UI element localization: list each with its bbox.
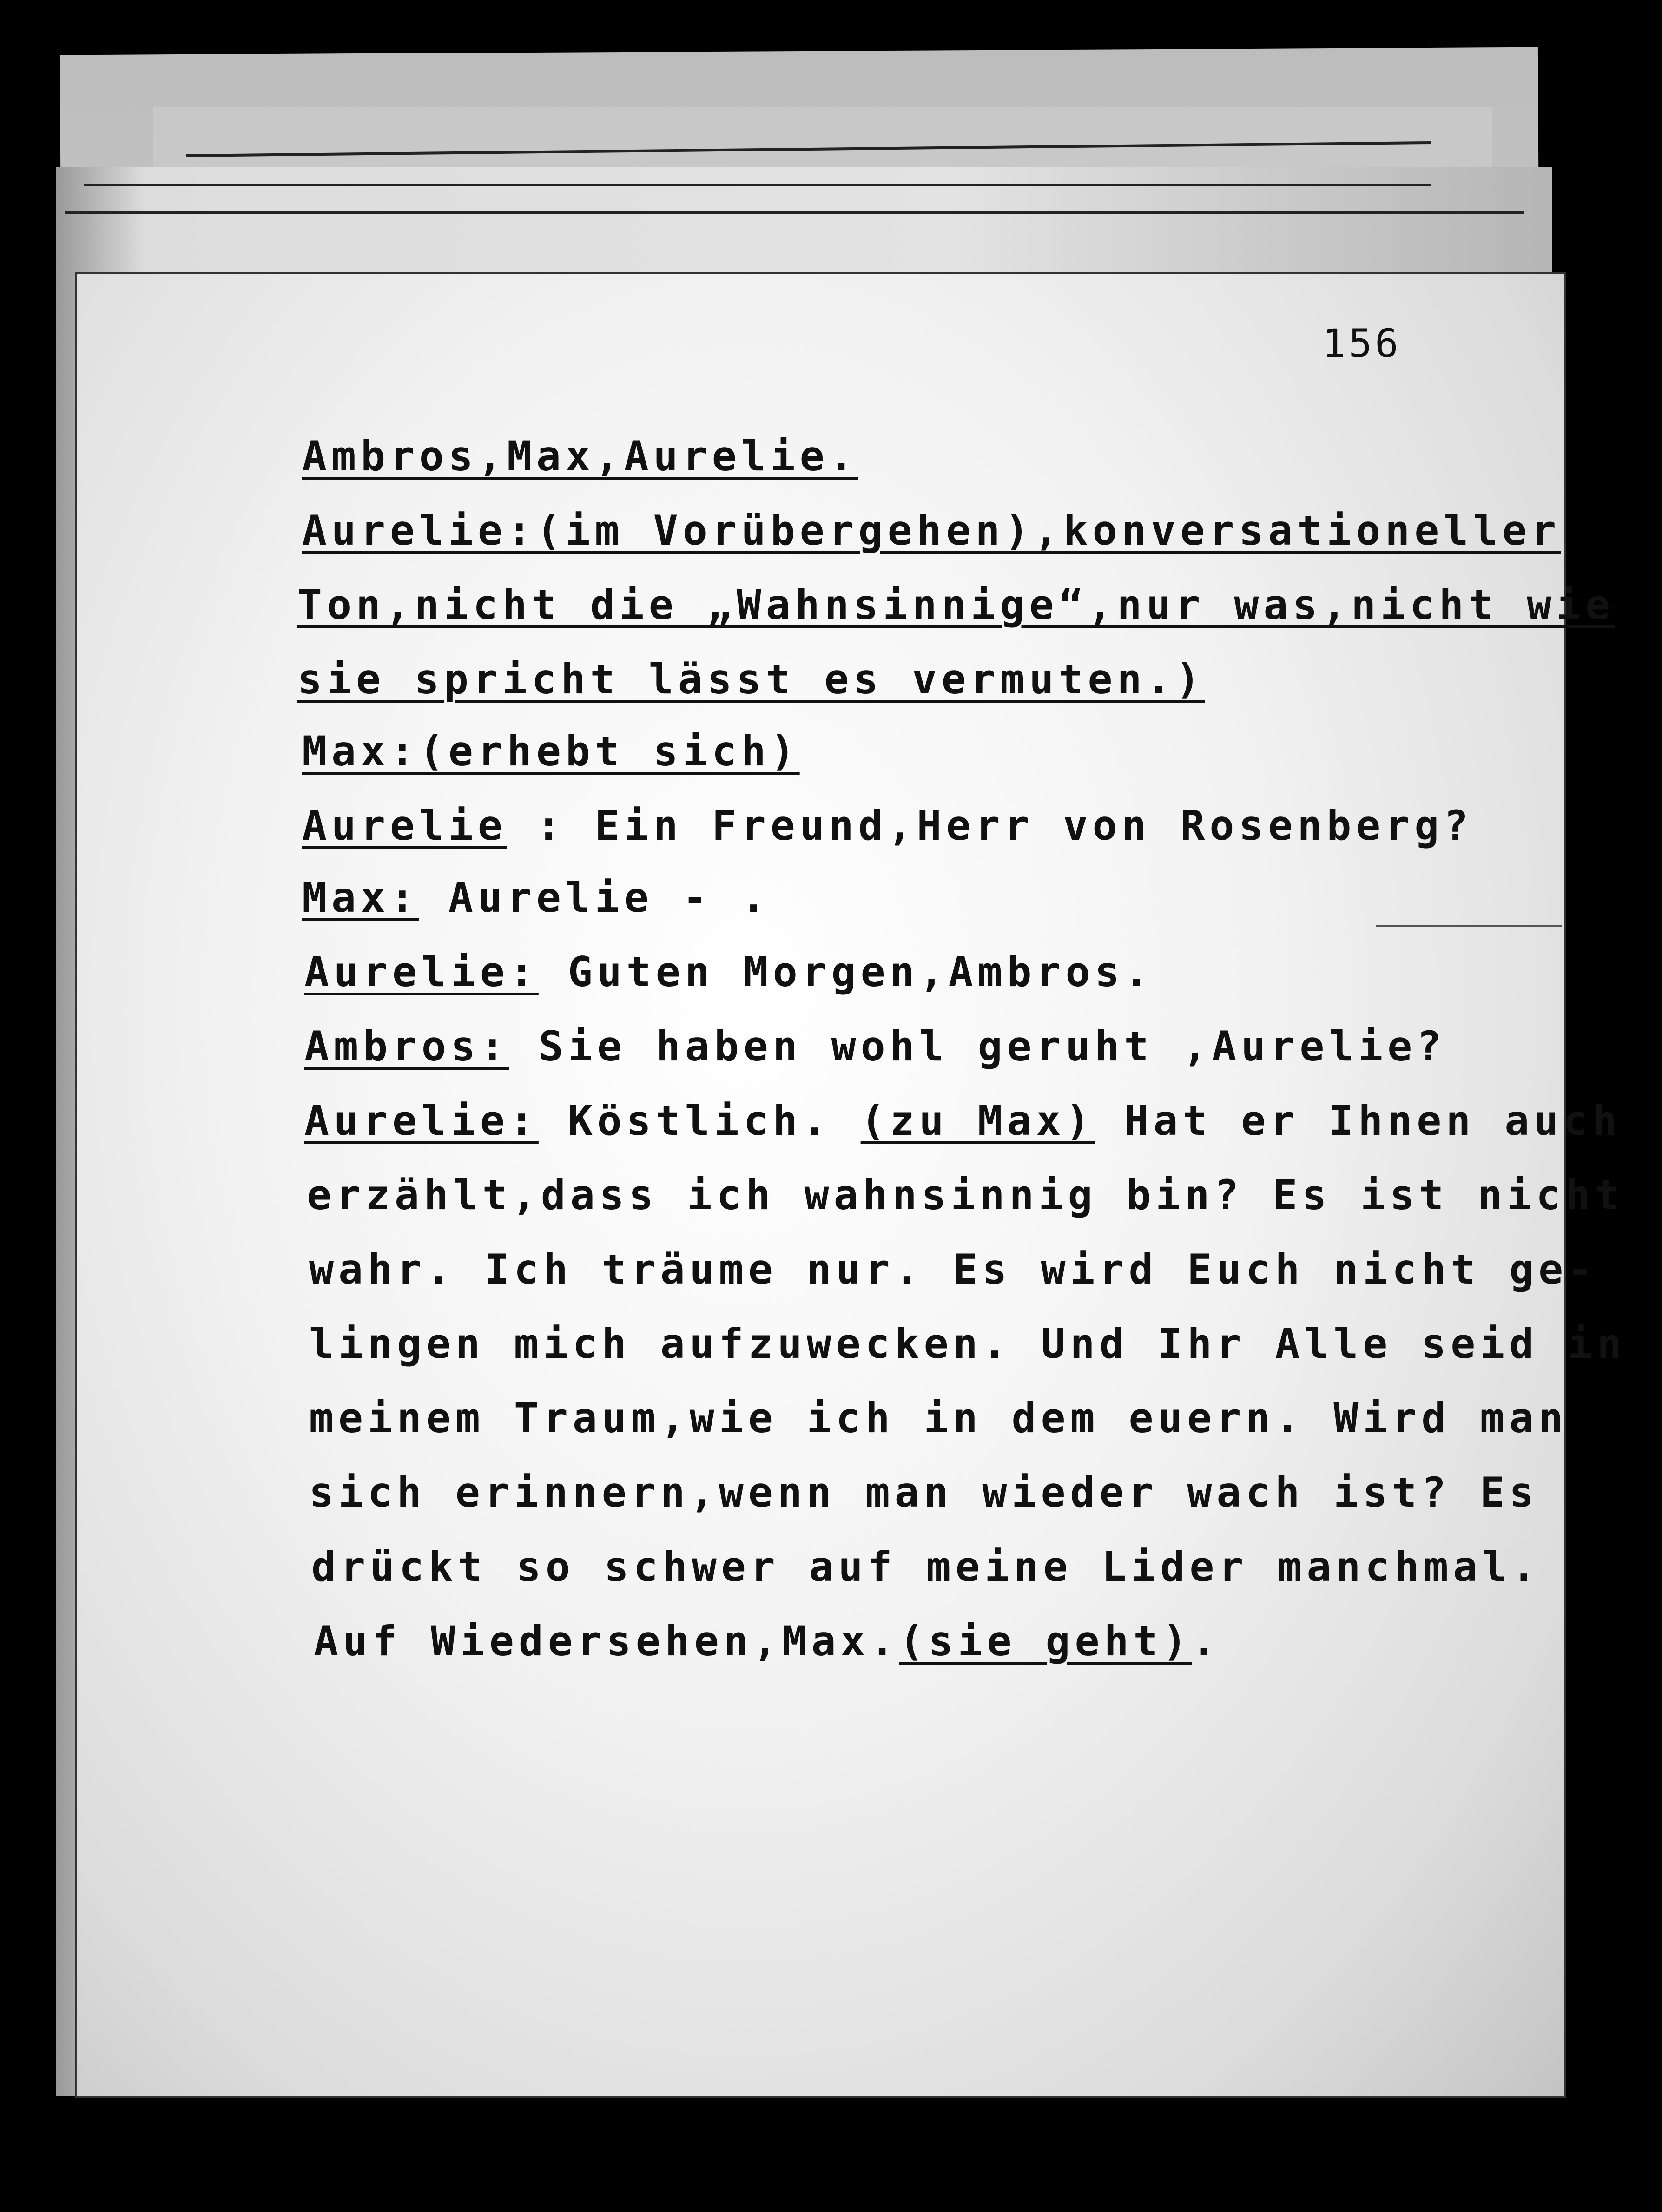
dialogue-line	[314, 1617, 1221, 1665]
underlined-text: Ton,nicht die „Wahnsinnige“,nur was,nicht wie	[297, 581, 1615, 629]
underlined-text: Aurelie:	[304, 1097, 539, 1145]
dialogue-line	[309, 1245, 1597, 1293]
dialogue-line	[302, 802, 1473, 849]
line-text: drückt so schwer auf meine Lider manchmal.	[311, 1543, 1541, 1591]
underlined-text: (sie geht)	[899, 1617, 1192, 1665]
dialogue-line	[304, 1097, 1622, 1145]
sheet-edge	[84, 184, 1431, 186]
underlined-text: Aurelie:	[302, 507, 536, 554]
underlined-text: Ambros,Max,Aurelie.	[302, 432, 858, 480]
page-number: 156	[1322, 321, 1401, 366]
line-text: Aurelie - .	[419, 874, 771, 922]
underlined-text: Max:	[302, 874, 419, 922]
dialogue-line	[307, 1171, 1624, 1219]
margin-rule	[1376, 925, 1562, 927]
line-text: Hat er Ihnen auch	[1095, 1097, 1622, 1145]
dialogue-line	[309, 1320, 1626, 1368]
line-text: erzählt,dass ich wahnsinnig bin? Es ist nicht	[307, 1171, 1624, 1219]
dialogue-line	[297, 655, 1205, 703]
line-text: wahr. Ich träume nur. Es wird Euch nicht ge-	[309, 1245, 1597, 1293]
underlined-text: (im Vorübergehen),konversationeller	[536, 507, 1561, 554]
underlined-text: (zu Max)	[860, 1097, 1095, 1145]
underlined-text: Max:	[302, 727, 419, 775]
line-text: meinem Traum,wie ich in dem euern. Wird man	[309, 1394, 1568, 1442]
underlined-text: Aurelie	[302, 802, 507, 849]
line-text: Guten Morgen,Ambros.	[538, 948, 1154, 996]
sheet-edge	[65, 211, 1524, 214]
dialogue-line	[304, 1022, 1446, 1070]
underlined-text: (erhebt sich)	[419, 727, 800, 775]
dialogue-line	[302, 432, 858, 480]
dialogue-line	[302, 507, 1561, 554]
line-text: lingen mich aufzuwecken. Und Ihr Alle seid in	[309, 1320, 1627, 1368]
dialogue-line	[302, 874, 771, 922]
dialogue-line	[309, 1394, 1568, 1442]
dialogue-line	[311, 1543, 1541, 1591]
line-text: sich erinnern,wenn man wieder wach ist? Es	[309, 1468, 1539, 1516]
dialogue-line	[309, 1468, 1538, 1516]
underlined-text: sie spricht lässt es vermuten.)	[297, 655, 1205, 703]
dialogue-line	[302, 727, 800, 775]
line-text: : Ein Freund,Herr von Rosenberg?	[507, 802, 1473, 849]
dialogue-line	[297, 581, 1615, 629]
dialogue-line	[304, 948, 1153, 996]
underlined-text: Aurelie:	[304, 948, 539, 996]
line-text: Köstlich.	[538, 1097, 861, 1145]
line-text: .	[1192, 1617, 1221, 1665]
underlined-text: Ambros:	[304, 1022, 509, 1070]
line-text: Auf Wiedersehen,Max.	[314, 1617, 899, 1665]
line-text: Sie haben wohl geruht ,Aurelie?	[509, 1022, 1446, 1070]
